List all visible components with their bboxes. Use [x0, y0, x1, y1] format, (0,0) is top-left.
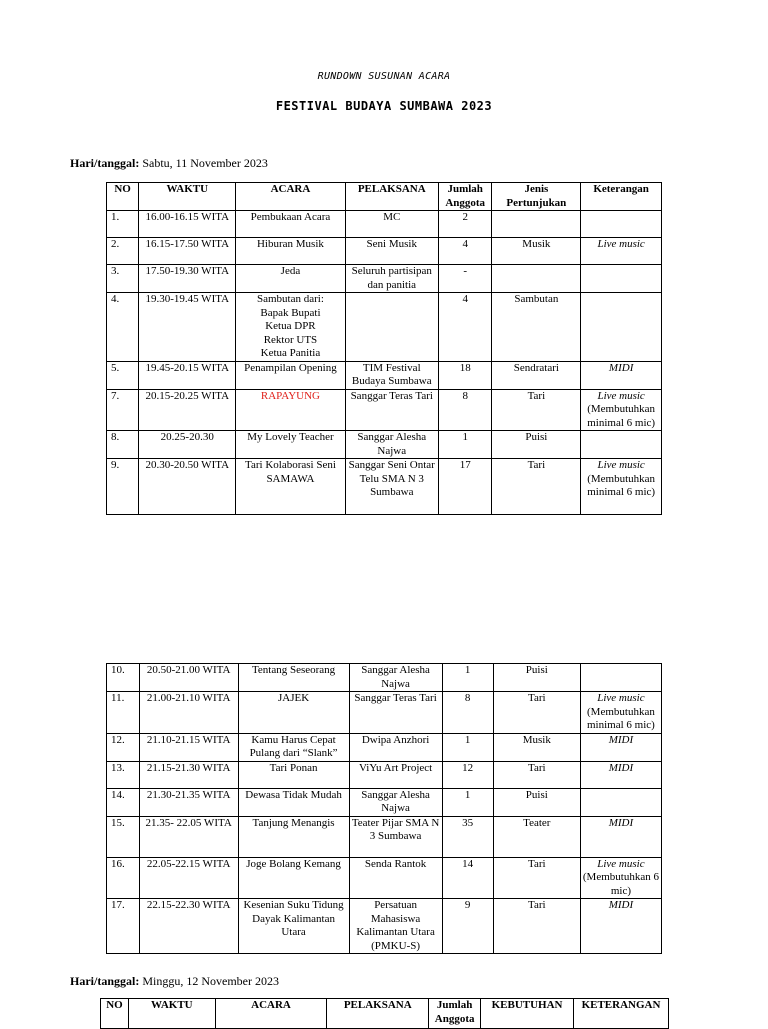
cell-no: 10. — [107, 664, 140, 692]
date-line-day2 — [70, 974, 279, 989]
cell-no: 5. — [107, 361, 139, 389]
cell-pelaksana: Sanggar Alesha Najwa — [345, 431, 438, 459]
table-row — [107, 459, 662, 515]
cell-no: 8. — [107, 431, 139, 459]
cell-waktu: 22.05-22.15 WITA — [139, 857, 238, 899]
cell-jenis: Sambutan — [492, 293, 581, 362]
cell-no: 17. — [107, 899, 140, 954]
date-line-day1 — [70, 156, 268, 171]
cell-jumlah: 2 — [438, 211, 491, 238]
cell-keterangan — [580, 857, 661, 899]
doc-title: RUNDOWN SUSUNAN ACARA — [317, 71, 451, 82]
table-row — [107, 857, 662, 899]
cell-jenis: Puisi — [493, 664, 580, 692]
note-live-music: Live music — [597, 459, 645, 471]
cell-keterangan — [580, 664, 661, 692]
cell-acara: Joge Bolang Kemang — [238, 857, 349, 899]
cell-jenis — [492, 211, 581, 238]
cell-pelaksana: ViYu Art Project — [349, 761, 442, 788]
cell-waktu: 21.10-21.15 WITA — [139, 733, 238, 761]
cell-jenis: Tari — [493, 899, 580, 954]
col-header-keterangan: KETERANGAN — [574, 999, 669, 1029]
cell-waktu: 17.50-19.30 WITA — [139, 265, 236, 293]
col-header-waktu: WAKTU — [139, 183, 236, 211]
cell-acara: Kamu Harus Cepat Pulang dari “Slank” — [238, 733, 349, 761]
col-header-kebutuhan: KEBUTUHAN — [481, 999, 574, 1029]
cell-no: 12. — [107, 733, 140, 761]
cell-jumlah: 1 — [438, 431, 491, 459]
cell-waktu: 20.25-20.30 — [139, 431, 236, 459]
cell-acara: Kesenian Suku Tidung Dayak Kalimantan Utara — [238, 899, 349, 954]
cell-jenis: Sendratari — [492, 361, 581, 389]
cell-no: 1. — [107, 211, 139, 238]
table-row — [107, 899, 662, 954]
note-live-music: Live music — [597, 692, 645, 704]
cell-jumlah: 4 — [438, 238, 491, 265]
cell-no: 9. — [107, 459, 139, 515]
cell-pelaksana: Sanggar Seni Ontar Telu SMA N 3 Sumbawa — [345, 459, 438, 515]
cell-no: 11. — [107, 692, 140, 734]
cell-no: 16. — [107, 857, 140, 899]
cell-jumlah: 1 — [442, 664, 493, 692]
col-header-no: NO — [107, 183, 139, 211]
cell-pelaksana: Senda Rantok — [349, 857, 442, 899]
cell-acara: Tentang Seseorang — [238, 664, 349, 692]
cell-waktu: 22.15-22.30 WITA — [139, 899, 238, 954]
note-mic: (Membutuhkan minimal 6 mic) — [587, 472, 656, 498]
table-row — [107, 692, 662, 734]
cell-jumlah: 1 — [442, 788, 493, 816]
cell-acara: Penampilan Opening — [236, 361, 345, 389]
cell-pelaksana: Persatuan Mahasiswa Kalimantan Utara (PMKU-S) — [349, 899, 442, 954]
table-row — [107, 293, 662, 362]
cell-jumlah: 8 — [438, 389, 491, 431]
cell-keterangan — [581, 389, 662, 431]
cell-keterangan: MIDI — [580, 816, 661, 857]
cell-jenis: Tari — [492, 389, 581, 431]
cell-jenis: Tari — [493, 857, 580, 899]
cell-acara: Hiburan Musik — [236, 238, 345, 265]
schedule-table-day2 — [100, 998, 669, 1029]
cell-waktu: 21.35- 22.05 WITA — [139, 816, 238, 857]
cell-no: 4. — [107, 293, 139, 362]
note-mic: (Membutuhkan minimal 6 mic) — [587, 403, 656, 429]
event-title: FESTIVAL BUDAYA SUMBAWA 2023 — [275, 99, 493, 113]
cell-jenis: Teater — [493, 816, 580, 857]
cell-waktu: 21.30-21.35 WITA — [139, 788, 238, 816]
cell-pelaksana: Teater Pijar SMA N 3 Sumbawa — [349, 816, 442, 857]
cell-no: 15. — [107, 816, 140, 857]
cell-acara: Jeda — [236, 265, 345, 293]
cell-no: 2. — [107, 238, 139, 265]
table-row — [107, 788, 662, 816]
table-row — [107, 211, 662, 238]
table-row — [107, 265, 662, 293]
cell-acara: Dewasa Tidak Mudah — [238, 788, 349, 816]
cell-pelaksana: Sanggar Alesha Najwa — [349, 788, 442, 816]
col-header-keterangan: Keterangan — [581, 183, 662, 211]
cell-acara: My Lovely Teacher — [236, 431, 345, 459]
cell-keterangan — [581, 459, 662, 515]
cell-jumlah: 4 — [438, 293, 491, 362]
cell-acara: Tari Ponan — [238, 761, 349, 788]
cell-pelaksana: Sanggar Teras Tari — [345, 389, 438, 431]
cell-acara: Sambutan dari: Bapak Bupati Ketua DPR Rektor UTS Ketua Panitia — [236, 293, 345, 362]
cell-pelaksana: TIM Festival Budaya Sumbawa — [345, 361, 438, 389]
col-header-acara: ACARA — [236, 183, 345, 211]
cell-waktu: 16.00-16.15 WITA — [139, 211, 236, 238]
col-header-jumlah: Jumlah Anggota — [429, 999, 481, 1029]
table-header-row — [107, 183, 662, 211]
cell-jumlah: 14 — [442, 857, 493, 899]
cell-no: 13. — [107, 761, 140, 788]
col-header-waktu: WAKTU — [128, 999, 215, 1029]
cell-waktu: 19.30-19.45 WITA — [139, 293, 236, 362]
cell-jumlah: 17 — [438, 459, 491, 515]
cell-keterangan: Live music — [581, 238, 662, 265]
cell-keterangan — [580, 692, 661, 734]
table-row — [107, 361, 662, 389]
date-value: Minggu, 12 November 2023 — [139, 974, 279, 988]
cell-jenis: Tari — [493, 692, 580, 734]
cell-waktu: 21.00-21.10 WITA — [139, 692, 238, 734]
cell-pelaksana — [345, 293, 438, 362]
table-row — [107, 389, 662, 431]
cell-acara: Tari Kolaborasi Seni SAMAWA — [236, 459, 345, 515]
col-header-acara: ACARA — [215, 999, 327, 1029]
cell-pelaksana: Seni Musik — [345, 238, 438, 265]
cell-jenis: Tari — [493, 761, 580, 788]
table-row — [107, 733, 662, 761]
cell-waktu: 20.15-20.25 WITA — [139, 389, 236, 431]
cell-jumlah: 9 — [442, 899, 493, 954]
cell-jumlah: 8 — [442, 692, 493, 734]
cell-pelaksana: Sanggar Teras Tari — [349, 692, 442, 734]
col-header-jenis: Jenis Pertunjukan — [492, 183, 581, 211]
note-mic: (Membutuhkan minimal 6 mic) — [587, 705, 655, 731]
cell-jenis: Puisi — [492, 431, 581, 459]
col-header-pelaksana: PELAKSANA — [345, 183, 438, 211]
cell-no: 3. — [107, 265, 139, 293]
cell-keterangan — [581, 431, 662, 459]
cell-keterangan — [580, 788, 661, 816]
cell-jenis: Puisi — [493, 788, 580, 816]
cell-jumlah: 12 — [442, 761, 493, 788]
cell-pelaksana: Sanggar Alesha Najwa — [349, 664, 442, 692]
cell-keterangan: MIDI — [580, 899, 661, 954]
cell-acara: Pembukaan Acara — [236, 211, 345, 238]
cell-jenis — [492, 265, 581, 293]
cell-keterangan: MIDI — [581, 361, 662, 389]
cell-jumlah: 1 — [442, 733, 493, 761]
schedule-table-part2 — [106, 663, 662, 954]
cell-jenis: Tari — [492, 459, 581, 515]
cell-keterangan: MIDI — [580, 733, 661, 761]
date-label: Hari/tanggal: — [70, 974, 140, 988]
cell-jenis: Musik — [492, 238, 581, 265]
cell-acara: RAPAYUNG — [236, 389, 345, 431]
cell-no: 14. — [107, 788, 140, 816]
table-header-row — [101, 999, 669, 1029]
note-live-music: Live music — [597, 857, 645, 870]
cell-acara: Tanjung Menangis — [238, 816, 349, 857]
table-row — [107, 761, 662, 788]
note-live-music: Live music — [597, 389, 645, 402]
note-mic: (Membutuhkan 6 mic) — [582, 871, 659, 897]
table-row — [107, 238, 662, 265]
cell-acara: JAJEK — [238, 692, 349, 734]
cell-pelaksana: Seluruh partisipan dan panitia — [345, 265, 438, 293]
cell-waktu: 20.30-20.50 WITA — [139, 459, 236, 515]
cell-keterangan: MIDI — [580, 761, 661, 788]
cell-pelaksana: Dwipa Anzhori — [349, 733, 442, 761]
cell-jumlah: - — [438, 265, 491, 293]
table-row — [107, 431, 662, 459]
cell-waktu: 16.15-17.50 WITA — [139, 238, 236, 265]
cell-waktu: 19.45-20.15 WITA — [139, 361, 236, 389]
cell-jumlah: 18 — [438, 361, 491, 389]
cell-waktu: 20.50-21.00 WITA — [139, 664, 238, 692]
table-row — [107, 664, 662, 692]
date-label: Hari/tanggal: — [70, 156, 140, 170]
cell-no: 7. — [107, 389, 139, 431]
date-value: Sabtu, 11 November 2023 — [139, 156, 268, 170]
cell-jumlah: 35 — [442, 816, 493, 857]
cell-waktu: 21.15-21.30 WITA — [139, 761, 238, 788]
table-row — [107, 816, 662, 857]
cell-keterangan — [581, 293, 662, 362]
cell-jenis: Musik — [493, 733, 580, 761]
col-header-no: NO — [101, 999, 129, 1029]
col-header-pelaksana: PELAKSANA — [327, 999, 429, 1029]
cell-keterangan — [581, 265, 662, 293]
cell-pelaksana: MC — [345, 211, 438, 238]
cell-keterangan — [581, 211, 662, 238]
col-header-jumlah: Jumlah Anggota — [438, 183, 491, 211]
schedule-table-part1 — [106, 182, 662, 515]
